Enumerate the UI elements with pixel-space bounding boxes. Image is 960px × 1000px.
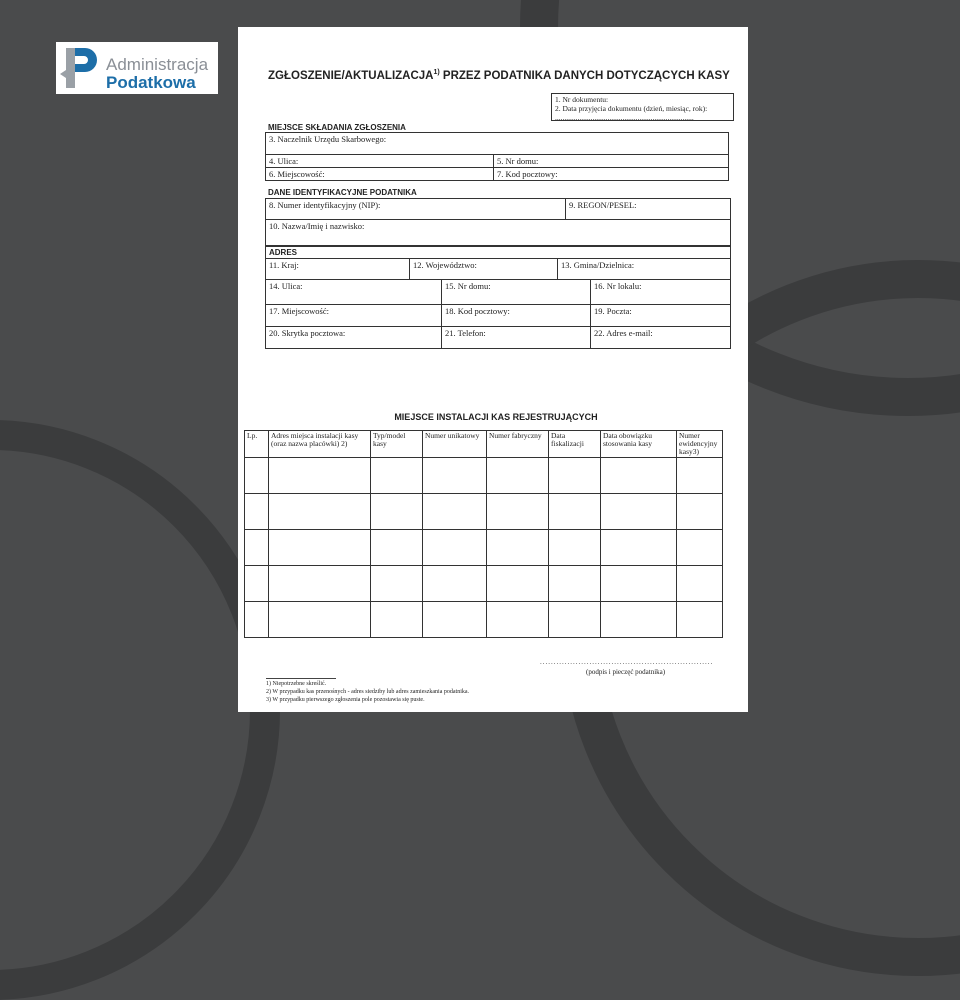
table-cell[interactable] bbox=[423, 530, 487, 566]
field-19[interactable]: 19. Poczta: bbox=[591, 305, 731, 327]
field-4[interactable]: 4. Ulica: bbox=[266, 155, 494, 168]
col-header-fiscal-date: Data fiskalizacji bbox=[549, 431, 601, 458]
table-cell[interactable] bbox=[423, 566, 487, 602]
field-13[interactable]: 13. Gmina/Dzielnica: bbox=[558, 259, 731, 280]
signature-label: (podpis i pieczęć podatnika) bbox=[586, 668, 666, 676]
administracja-podatkowa-logo bbox=[56, 42, 218, 94]
logo-text-line2: Podatkowa bbox=[106, 73, 196, 92]
field-21[interactable]: 21. Telefon: bbox=[442, 327, 591, 349]
col-header-unique-number: Numer unikatowy bbox=[423, 431, 487, 458]
table-cell[interactable] bbox=[269, 458, 371, 494]
table-cell[interactable] bbox=[677, 494, 723, 530]
table-cell[interactable] bbox=[269, 494, 371, 530]
form-page-bottom bbox=[238, 382, 748, 712]
table-cell[interactable] bbox=[601, 494, 677, 530]
table-cell[interactable] bbox=[601, 566, 677, 602]
field-11[interactable]: 11. Kraj: bbox=[266, 259, 410, 280]
table-cell[interactable] bbox=[245, 530, 269, 566]
section-place-heading: MIEJSCE SKŁADANIA ZGŁOSZENIA bbox=[268, 123, 406, 132]
footnote-2: 2) W przypadku kas przenośnych - adres siedziby lub adres zamieszkania podatnika. bbox=[266, 689, 470, 695]
footnote-3: 3) W przypadku pierwszego zgłoszenia pole pozostawia się puste. bbox=[266, 697, 425, 703]
table-cell[interactable] bbox=[549, 494, 601, 530]
table-cell[interactable] bbox=[601, 530, 677, 566]
table-cell[interactable] bbox=[549, 530, 601, 566]
table-cell[interactable] bbox=[269, 530, 371, 566]
kasy-section-title: MIEJSCE INSTALACJI KAS REJESTRUJĄCYCH bbox=[394, 412, 598, 422]
table-cell[interactable] bbox=[677, 530, 723, 566]
table-row bbox=[245, 458, 723, 494]
table-cell[interactable] bbox=[269, 602, 371, 638]
doc-date-label: 2. Data przyjęcia dokumentu (dzień, miesiąc, rok): bbox=[555, 104, 708, 113]
table-cell[interactable] bbox=[549, 458, 601, 494]
table-cell[interactable] bbox=[601, 602, 677, 638]
col-header-factory-number: Numer fabryczny bbox=[487, 431, 549, 458]
address-table bbox=[265, 246, 731, 349]
form-page-top bbox=[238, 27, 748, 382]
col-header-register-number: Numer ewidencyjny kasy3) bbox=[677, 431, 723, 458]
table-cell[interactable] bbox=[371, 458, 423, 494]
id-table bbox=[265, 198, 731, 246]
field-15[interactable]: 15. Nr domu: bbox=[442, 280, 591, 305]
table-cell[interactable] bbox=[269, 566, 371, 602]
doc-dots: .......................................................................... bbox=[555, 113, 694, 122]
signature-line: ............................................................... bbox=[540, 658, 714, 666]
col-header-model: Typ/model kasy bbox=[371, 431, 423, 458]
section-address-heading: ADRES bbox=[266, 247, 731, 259]
doc-number-label: 1. Nr dokumentu: bbox=[555, 95, 609, 104]
table-cell[interactable] bbox=[371, 602, 423, 638]
table-cell[interactable] bbox=[487, 494, 549, 530]
col-header-address: Adres miejsca instalacji kasy (oraz nazwa placówki) 2) bbox=[269, 431, 371, 458]
field-14[interactable]: 14. Ulica: bbox=[266, 280, 442, 305]
col-header-lp: Lp. bbox=[245, 431, 269, 458]
table-cell[interactable] bbox=[487, 458, 549, 494]
form-title: ZGŁOSZENIE/AKTUALIZACJA$^{1)}$ PRZEZ PODATNIKA DANYCH DOTYCZĄCYCH KASY bbox=[268, 69, 730, 82]
table-cell[interactable] bbox=[677, 602, 723, 638]
field-12[interactable]: 12. Województwo: bbox=[410, 259, 558, 280]
table-cell[interactable] bbox=[487, 602, 549, 638]
section-id-heading: DANE IDENTYFIKACYJNE PODATNIKA bbox=[268, 188, 417, 197]
field-18[interactable]: 18. Kod pocztowy: bbox=[442, 305, 591, 327]
field-16[interactable]: 16. Nr lokalu: bbox=[591, 280, 731, 305]
table-cell[interactable] bbox=[245, 494, 269, 530]
table-row bbox=[245, 530, 723, 566]
table-cell[interactable] bbox=[423, 458, 487, 494]
field-20[interactable]: 20. Skrytka pocztowa: bbox=[266, 327, 442, 349]
field-8[interactable]: 8. Numer identyfikacyjny (NIP): bbox=[266, 199, 566, 220]
table-cell[interactable] bbox=[245, 602, 269, 638]
field-7[interactable]: 7. Kod pocztowy: bbox=[494, 168, 729, 181]
table-row bbox=[245, 602, 723, 638]
logo-mark-icon bbox=[58, 44, 104, 92]
table-cell[interactable] bbox=[677, 566, 723, 602]
table-row bbox=[245, 494, 723, 530]
footnote-1: 1) Niepotrzebne skreślić. bbox=[266, 681, 327, 687]
field-22[interactable]: 22. Adres e-mail: bbox=[591, 327, 731, 349]
table-cell[interactable] bbox=[245, 458, 269, 494]
table-cell[interactable] bbox=[549, 566, 601, 602]
field-10[interactable]: 10. Nazwa/Imię i nazwisko: bbox=[266, 220, 731, 246]
footnote-divider bbox=[266, 678, 336, 679]
table-cell[interactable] bbox=[487, 566, 549, 602]
col-header-obligation-date: Data obowiązku stosowania kasy bbox=[601, 431, 677, 458]
table-cell[interactable] bbox=[371, 566, 423, 602]
field-6[interactable]: 6. Miejscowość: bbox=[266, 168, 494, 181]
field-9[interactable]: 9. REGON/PESEL: bbox=[566, 199, 731, 220]
table-cell[interactable] bbox=[245, 566, 269, 602]
table-cell[interactable] bbox=[423, 602, 487, 638]
table-row bbox=[245, 566, 723, 602]
field-5[interactable]: 5. Nr domu: bbox=[494, 155, 729, 168]
kasy-table bbox=[244, 430, 723, 638]
field-17[interactable]: 17. Miejscowość: bbox=[266, 305, 442, 327]
place-table bbox=[265, 132, 729, 181]
table-cell[interactable] bbox=[371, 494, 423, 530]
table-cell[interactable] bbox=[601, 458, 677, 494]
table-cell[interactable] bbox=[677, 458, 723, 494]
field-3[interactable]: 3. Naczelnik Urzędu Skarbowego: bbox=[266, 133, 729, 155]
table-cell[interactable] bbox=[371, 530, 423, 566]
logo-text-line1: Administracja bbox=[106, 55, 209, 74]
document-number-box bbox=[551, 93, 734, 121]
table-cell[interactable] bbox=[423, 494, 487, 530]
table-cell[interactable] bbox=[487, 530, 549, 566]
table-cell[interactable] bbox=[549, 602, 601, 638]
